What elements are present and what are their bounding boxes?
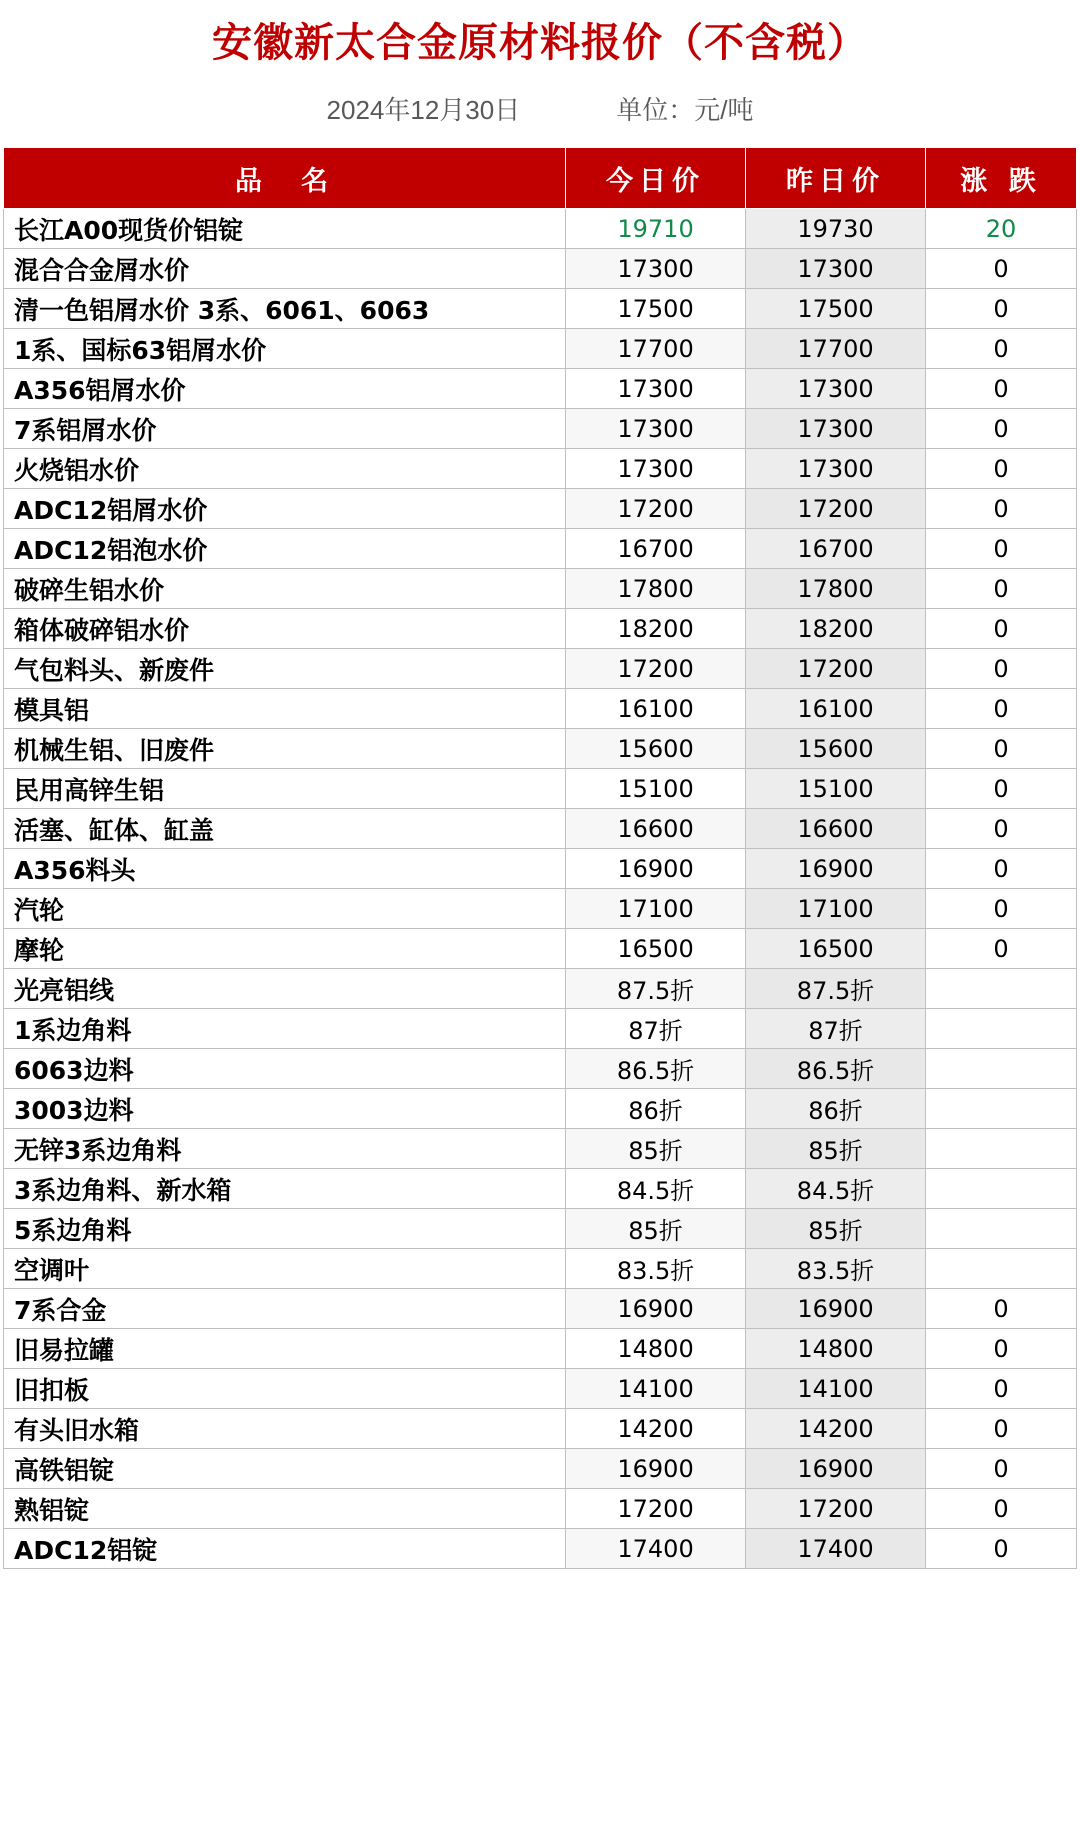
table-row	[4, 769, 1077, 809]
cell-yesterday-price: 17100	[746, 889, 926, 929]
cell-today-price: 87折	[566, 1009, 746, 1049]
cell-change: 0	[926, 529, 1077, 569]
cell-product-name: 模具铝	[4, 689, 566, 729]
table-row	[4, 1049, 1077, 1089]
cell-today-price: 83.5折	[566, 1249, 746, 1289]
cell-change: 0	[926, 769, 1077, 809]
cell-yesterday-price: 17300	[746, 449, 926, 489]
cell-product-name: 破碎生铝水价	[4, 569, 566, 609]
cell-today-price: 15100	[566, 769, 746, 809]
table-row	[4, 1089, 1077, 1129]
cell-today-price: 17300	[566, 409, 746, 449]
cell-today-price: 17300	[566, 449, 746, 489]
cell-yesterday-price: 17200	[746, 489, 926, 529]
cell-yesterday-price: 17300	[746, 369, 926, 409]
cell-product-name: 混合合金屑水价	[4, 249, 566, 289]
cell-yesterday-price: 19730	[746, 209, 926, 249]
cell-yesterday-price: 84.5折	[746, 1169, 926, 1209]
cell-product-name: 旧易拉罐	[4, 1329, 566, 1369]
cell-change	[926, 1249, 1077, 1289]
table-row	[4, 609, 1077, 649]
cell-product-name: 空调叶	[4, 1249, 566, 1289]
cell-change	[926, 1049, 1077, 1089]
cell-change: 0	[926, 729, 1077, 769]
header-row	[4, 148, 1077, 209]
cell-product-name: 民用高锌生铝	[4, 769, 566, 809]
cell-today-price: 86折	[566, 1089, 746, 1129]
table-row	[4, 729, 1077, 769]
cell-today-price: 84.5折	[566, 1169, 746, 1209]
cell-today-price: 17400	[566, 1529, 746, 1569]
cell-today-price: 14100	[566, 1369, 746, 1409]
table-row	[4, 529, 1077, 569]
unit-label: 单位：元/吨	[616, 95, 754, 125]
cell-today-price: 17500	[566, 289, 746, 329]
title-block	[0, 0, 1080, 74]
page-title: 安徽新太合金原材料报价（不含税）	[212, 20, 868, 66]
cell-change: 0	[926, 1489, 1077, 1529]
cell-change: 0	[926, 329, 1077, 369]
cell-yesterday-price: 83.5折	[746, 1249, 926, 1289]
cell-today-price: 17200	[566, 1489, 746, 1529]
cell-change: 0	[926, 1409, 1077, 1449]
cell-product-name: 旧扣板	[4, 1369, 566, 1409]
cell-product-name: A356铝屑水价	[4, 369, 566, 409]
cell-product-name: 高铁铝锭	[4, 1449, 566, 1489]
table-row	[4, 689, 1077, 729]
cell-product-name: 无锌3系边角料	[4, 1129, 566, 1169]
cell-change: 0	[926, 409, 1077, 449]
cell-product-name: 7系铝屑水价	[4, 409, 566, 449]
cell-change: 0	[926, 489, 1077, 529]
cell-change: 0	[926, 929, 1077, 969]
cell-product-name: ADC12铝泡水价	[4, 529, 566, 569]
cell-product-name: ADC12铝屑水价	[4, 489, 566, 529]
table-row	[4, 1369, 1077, 1409]
cell-yesterday-price: 85折	[746, 1129, 926, 1169]
cell-yesterday-price: 85折	[746, 1209, 926, 1249]
table-row	[4, 329, 1077, 369]
cell-change	[926, 1169, 1077, 1209]
cell-today-price: 16500	[566, 929, 746, 969]
subtitle-row	[0, 74, 1080, 147]
table-row	[4, 649, 1077, 689]
cell-yesterday-price: 16700	[746, 529, 926, 569]
table-row	[4, 1529, 1077, 1569]
table-row	[4, 1249, 1077, 1289]
cell-change: 0	[926, 249, 1077, 289]
cell-today-price: 14800	[566, 1329, 746, 1369]
cell-change: 0	[926, 889, 1077, 929]
cell-yesterday-price: 17200	[746, 649, 926, 689]
cell-today-price: 17800	[566, 569, 746, 609]
cell-yesterday-price: 17300	[746, 249, 926, 289]
cell-yesterday-price: 17400	[746, 1529, 926, 1569]
table-row	[4, 1489, 1077, 1529]
cell-change: 0	[926, 689, 1077, 729]
table-row	[4, 1169, 1077, 1209]
cell-yesterday-price: 18200	[746, 609, 926, 649]
cell-today-price: 19710	[566, 209, 746, 249]
cell-yesterday-price: 86.5折	[746, 1049, 926, 1089]
cell-change: 0	[926, 449, 1077, 489]
table-row	[4, 489, 1077, 529]
cell-today-price: 15600	[566, 729, 746, 769]
cell-yesterday-price: 17700	[746, 329, 926, 369]
cell-product-name: 5系边角料	[4, 1209, 566, 1249]
cell-today-price: 17100	[566, 889, 746, 929]
cell-change	[926, 1209, 1077, 1249]
cell-yesterday-price: 17300	[746, 409, 926, 449]
cell-yesterday-price: 17800	[746, 569, 926, 609]
cell-today-price: 14200	[566, 1409, 746, 1449]
cell-product-name: 6063边料	[4, 1049, 566, 1089]
col-header-today: 今日价	[566, 148, 746, 209]
table-row	[4, 929, 1077, 969]
table-row	[4, 569, 1077, 609]
table-row	[4, 1129, 1077, 1169]
cell-today-price: 17700	[566, 329, 746, 369]
cell-change: 0	[926, 849, 1077, 889]
cell-today-price: 18200	[566, 609, 746, 649]
table-header	[4, 148, 1077, 209]
table-row	[4, 809, 1077, 849]
cell-change: 0	[926, 649, 1077, 689]
table-row	[4, 849, 1077, 889]
table-row	[4, 1209, 1077, 1249]
cell-product-name: 箱体破碎铝水价	[4, 609, 566, 649]
cell-today-price: 16700	[566, 529, 746, 569]
cell-change: 0	[926, 1449, 1077, 1489]
left-margin-band	[0, 0, 3, 1569]
cell-today-price: 16100	[566, 689, 746, 729]
cell-change: 0	[926, 289, 1077, 329]
cell-yesterday-price: 16900	[746, 849, 926, 889]
cell-change	[926, 969, 1077, 1009]
cell-product-name: 汽轮	[4, 889, 566, 929]
cell-yesterday-price: 16900	[746, 1449, 926, 1489]
cell-change: 0	[926, 1529, 1077, 1569]
cell-today-price: 17300	[566, 249, 746, 289]
cell-today-price: 87.5折	[566, 969, 746, 1009]
cell-product-name: 有头旧水箱	[4, 1409, 566, 1449]
cell-yesterday-price: 15100	[746, 769, 926, 809]
cell-product-name: 1系边角料	[4, 1009, 566, 1049]
table-row	[4, 249, 1077, 289]
cell-today-price: 17200	[566, 489, 746, 529]
cell-product-name: 清一色铝屑水价 3系、6061、6063	[4, 289, 566, 329]
cell-change: 0	[926, 369, 1077, 409]
cell-today-price: 16900	[566, 1449, 746, 1489]
table-row	[4, 289, 1077, 329]
cell-today-price: 85折	[566, 1209, 746, 1249]
cell-today-price: 17300	[566, 369, 746, 409]
cell-product-name: 3003边料	[4, 1089, 566, 1129]
col-header-change: 涨 跌	[926, 148, 1077, 209]
cell-yesterday-price: 14200	[746, 1409, 926, 1449]
cell-product-name: 气包料头、新废件	[4, 649, 566, 689]
cell-product-name: 摩轮	[4, 929, 566, 969]
table-body	[4, 209, 1077, 1569]
report-date: 2024年12月30日	[326, 95, 521, 125]
cell-product-name: 1系、国标63铝屑水价	[4, 329, 566, 369]
cell-yesterday-price: 16600	[746, 809, 926, 849]
table-row	[4, 1409, 1077, 1449]
table-row	[4, 1449, 1077, 1489]
table-row	[4, 209, 1077, 249]
cell-yesterday-price: 16500	[746, 929, 926, 969]
col-header-yesterday: 昨日价	[746, 148, 926, 209]
cell-product-name: 熟铝锭	[4, 1489, 566, 1529]
cell-change	[926, 1129, 1077, 1169]
cell-product-name: A356料头	[4, 849, 566, 889]
cell-yesterday-price: 15600	[746, 729, 926, 769]
cell-change: 0	[926, 1369, 1077, 1409]
cell-product-name: 机械生铝、旧废件	[4, 729, 566, 769]
table-row	[4, 1289, 1077, 1329]
cell-yesterday-price: 14800	[746, 1329, 926, 1369]
cell-yesterday-price: 87.5折	[746, 969, 926, 1009]
cell-yesterday-price: 87折	[746, 1009, 926, 1049]
table-row	[4, 409, 1077, 449]
cell-yesterday-price: 17200	[746, 1489, 926, 1529]
cell-product-name: 光亮铝线	[4, 969, 566, 1009]
cell-product-name: 火烧铝水价	[4, 449, 566, 489]
cell-product-name: 活塞、缸体、缸盖	[4, 809, 566, 849]
cell-product-name: 7系合金	[4, 1289, 566, 1329]
table-row	[4, 1329, 1077, 1369]
cell-today-price: 16600	[566, 809, 746, 849]
table-row	[4, 369, 1077, 409]
table-row	[4, 969, 1077, 1009]
cell-change: 20	[926, 209, 1077, 249]
cell-change: 0	[926, 1329, 1077, 1369]
cell-today-price: 17200	[566, 649, 746, 689]
cell-today-price: 85折	[566, 1129, 746, 1169]
col-header-name: 品 名	[4, 148, 566, 209]
cell-yesterday-price: 16100	[746, 689, 926, 729]
cell-change: 0	[926, 569, 1077, 609]
cell-change: 0	[926, 609, 1077, 649]
cell-yesterday-price: 86折	[746, 1089, 926, 1129]
cell-change	[926, 1009, 1077, 1049]
cell-change	[926, 1089, 1077, 1129]
cell-product-name: ADC12铝锭	[4, 1529, 566, 1569]
cell-yesterday-price: 16900	[746, 1289, 926, 1329]
cell-change: 0	[926, 809, 1077, 849]
cell-product-name: 长江A00现货价铝锭	[4, 209, 566, 249]
table-row	[4, 889, 1077, 929]
cell-yesterday-price: 14100	[746, 1369, 926, 1409]
table-row	[4, 449, 1077, 489]
cell-today-price: 86.5折	[566, 1049, 746, 1089]
cell-product-name: 3系边角料、新水箱	[4, 1169, 566, 1209]
cell-today-price: 16900	[566, 1289, 746, 1329]
cell-today-price: 16900	[566, 849, 746, 889]
table-row	[4, 1009, 1077, 1049]
price-table	[3, 147, 1077, 1569]
cell-change: 0	[926, 1289, 1077, 1329]
cell-yesterday-price: 17500	[746, 289, 926, 329]
